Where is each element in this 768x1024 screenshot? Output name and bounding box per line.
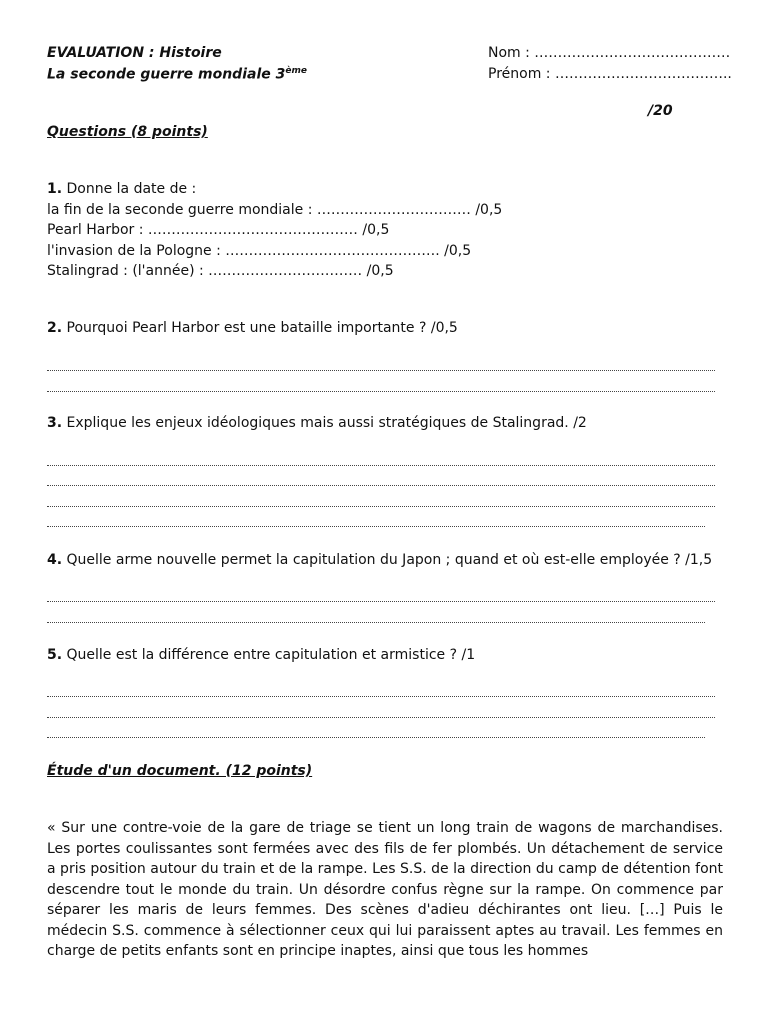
answer-line (47, 601, 715, 602)
total-score: /20 (648, 103, 673, 119)
answer-line (47, 737, 705, 738)
passage-text: « Sur une contre-voie de la gare de triage se tient un long train de wagons de marchandises. Les portes coulissantes sont fermées avec des fils de fer plombés. Un détachement de service a pris position autour du train et de la rampe. Les S.S. de la direction du camp de détention font descendre tout le monde du train. Un désordre confus règne sur la rampe. On commence par séparer les maris de leurs femmes. Des scènes d'adieu déchirantes ont lieu. […] Puis le médecin S.S. commence à sélectionner ceux qui lui paraissent aptes au travail. Les femmes en charge de petits enfants sont en principe inaptes, ainsi que tous les hommes (47, 820, 723, 959)
answer-line (47, 391, 715, 392)
document-passage (47, 818, 723, 962)
question-1-number: 1. (47, 181, 63, 197)
document-heading: Étude d'un document. (12 points) (47, 763, 313, 779)
question-5 (47, 647, 475, 663)
nom-field: Nom : …………………………………… (488, 45, 731, 61)
question-5-text: Quelle est la différence entre capitulation et armistice ? /1 (62, 647, 476, 663)
q1-line-poland: l'invasion de la Pologne : ………………………………………. /0,5 (47, 243, 472, 259)
question-5-number: 5. (47, 647, 63, 663)
answer-line (47, 696, 715, 697)
answer-line (47, 465, 715, 466)
answer-line (47, 622, 705, 623)
answer-line (47, 717, 715, 718)
question-3-number: 3. (47, 415, 63, 431)
answer-line (47, 526, 705, 527)
q1-line-pearl-harbor: Pearl Harbor : ……………………………………… /0,5 (47, 222, 390, 238)
answer-line (47, 370, 715, 371)
question-3 (47, 415, 587, 431)
prenom-field: Prénom : ……………………………….. (488, 66, 732, 82)
q1-line-stalingrad: Stalingrad : (l'année) : …………………………… /0,5 (47, 263, 394, 279)
question-4-text: Quelle arme nouvelle permet la capitulation du Japon ; quand et où est-elle employée ? /1,5 (62, 552, 713, 568)
question-1-text: Donne la date de : (62, 181, 197, 197)
question-1 (47, 181, 196, 197)
question-3-text: Explique les enjeux idéologiques mais aussi stratégiques de Stalingrad. /2 (62, 415, 587, 431)
evaluation-title: EVALUATION : Histoire (47, 45, 222, 61)
evaluation-subtitle (47, 66, 307, 83)
subtitle-text: La seconde guerre mondiale 3 (47, 66, 286, 83)
answer-line (47, 506, 715, 507)
question-4-number: 4. (47, 552, 63, 568)
question-4 (47, 552, 712, 568)
question-2 (47, 320, 458, 336)
subtitle-superscript: ème (285, 66, 307, 76)
questions-heading: Questions (8 points) (47, 124, 208, 140)
answer-line (47, 485, 715, 486)
q1-line-end-war: la fin de la seconde guerre mondiale : …………………………… /0,5 (47, 202, 503, 218)
question-2-number: 2. (47, 320, 63, 336)
question-2-text: Pourquoi Pearl Harbor est une bataille importante ? /0,5 (62, 320, 458, 336)
